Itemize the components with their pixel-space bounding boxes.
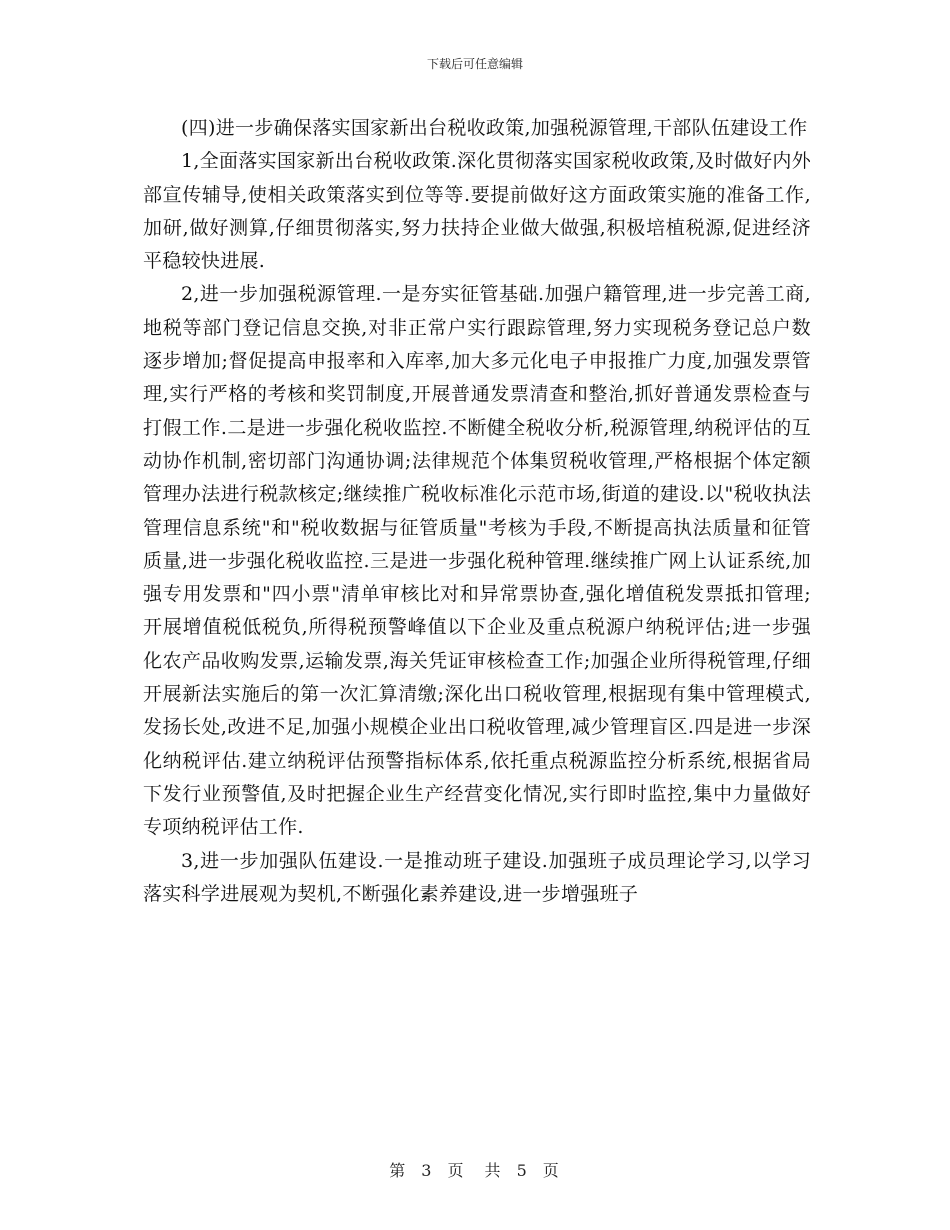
document-body: [143, 112, 811, 911]
header-note: 下载后可任意编辑: [426, 57, 523, 71]
page-unit: 页: [447, 1161, 466, 1180]
page-total: 5: [516, 1161, 529, 1180]
paragraph-1: 1,全面落实国家新出台税收政策.深化贯彻落实国家税收政策,及时做好内外部宣传辅导,使相关政策落实到位等等.要提前做好这方面政策实施的准备工作,加研,做好测算,仔细贯彻落实,努力扶持企业做大做强,积极培植税源,促进经济平稳较快进展.: [143, 150, 811, 273]
page-footer: [0, 1158, 950, 1181]
page-current: 3: [421, 1161, 434, 1180]
page-prefix: 第: [389, 1161, 408, 1180]
paragraph-2: 2,进一步加强税源管理.一是夯实征管基础.加强户籍管理,进一步完善工商,地税等部门登记信息交换,对非正常户实行跟踪管理,努力实现税务登记总户数逐步增加;督促提高申报率和入库率,加大多元化电子申报推广力度,加强发票管理,实行严格的考核和奖罚制度,开展普通发票清查和整治,抓好普通发票检查与打假工作.二是进一步强化税收监控.不断健全税收分析,税源管理,纳税评估的互动协作机制,密切部门沟通协调;法律规范个体集贸税收管理,严格根据个体定额管理办法进行税款核定;继续推广税收标准化示范市场,街道的建设.以"税收执法管理信息系统"和"税收数据与征管质量"考核为手段,不断提高执法质量和征管质量,进一步强化税收监控.三是进一步强化税种管理.继续推广网上认证系统,加强专用发票和"四小票"清单审核比对和异常票协查,强化增值税发票抵扣管理;开展增值税低税负,所得税预警峰值以下企业及重点税源户纳税评估;进一步强化农产品收购发票,运输发票,海关凭证审核检查工作;加强企业所得税管理,仔细开展新法实施后的第一次汇算清缴;深化出口税收管理,根据现有集中管理模式,发扬长处,改进不足,加强小规模企业出口税收管理,减少管理盲区.四是进一步深化纳税评估.建立纳税评估预警指标体系,依托重点税源监控分析系统,根据省局下发行业预警值,及时把握企业生产经营变化情况,实行即时监控,集中力量做好专项纳税评估工作.: [143, 283, 811, 839]
paragraph-3: 3,进一步加强队伍建设.一是推动班子建设.加强班子成员理论学习,以学习落实科学进展观为契机,不断强化素养建设,进一步增强班子: [143, 849, 811, 905]
paragraph-heading: (四)进一步确保落实国家新出台税收政策,加强税源管理,干部队伍建设工作: [181, 117, 808, 139]
total-prefix: 共: [484, 1161, 503, 1180]
total-unit: 页: [542, 1161, 561, 1180]
